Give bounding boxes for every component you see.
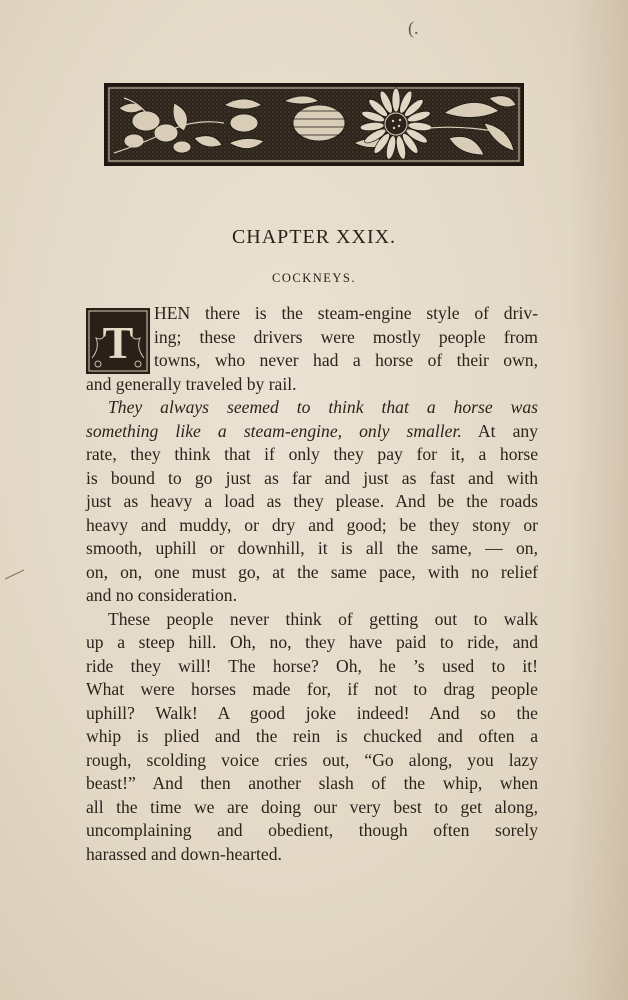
- text-line: is bound to go just as far and just as fast and with: [86, 467, 538, 488]
- text-line: on, on, one must go, at the same pace, with no relief: [86, 561, 538, 582]
- page-edge-shadow: [568, 0, 628, 1000]
- text-line: and no consideration.: [86, 585, 237, 605]
- text-line: ing; these drivers were mostly people from: [154, 326, 538, 347]
- text-line: up a steep hill. Oh, no, they have paid to ride, and: [86, 632, 538, 652]
- section-title: COCKNEYS.: [272, 271, 356, 285]
- text-line: rough, scolding voice cries out, “Go along, you lazy: [86, 749, 538, 770]
- text-line: What were horses made for, if not to drag people: [86, 679, 538, 699]
- page-fold-mark: [4, 568, 26, 580]
- text-line: whip is plied and the rein is chucked and often a: [86, 726, 538, 746]
- text-line: rate, they think that if only they pay for it, a horse: [86, 444, 538, 464]
- floral-headpiece-ornament: [104, 83, 524, 166]
- text-line: harassed and down-hearted.: [86, 843, 282, 864]
- italic-text: something like a steam-engine, only smaller.: [86, 420, 462, 441]
- text-line: and generally traveled by rail.: [86, 373, 297, 394]
- body-text: [86, 302, 538, 866]
- svg-text:T: T: [102, 317, 134, 368]
- text-line: heavy and muddy, or dry and good; be they stony or: [86, 514, 538, 535]
- text-line: just as heavy a load as they please. And be the roads: [86, 491, 538, 511]
- text-line: These people never think of getting out to walk: [108, 608, 538, 629]
- text-line: beast!” And then another slash of the whip, when: [86, 773, 538, 793]
- text-line: [86, 396, 538, 420]
- pencil-margin-mark: (.: [408, 18, 419, 38]
- text-line: uphill? Walk! A good joke indeed! And so the: [86, 702, 538, 723]
- text-span: At any: [461, 420, 538, 441]
- text-line: HEN there is the steam-engine style of driv-: [154, 303, 538, 323]
- text-line: smooth, uphill or downhill, it is all the same, — on,: [86, 538, 538, 558]
- text-line: [86, 420, 538, 444]
- text-line: uncomplaining and obedient, though often sorely: [86, 820, 538, 840]
- chapter-title: CHAPTER XXIX.: [231, 226, 397, 248]
- text-line: all the time we are doing our very best to get along,: [86, 796, 538, 817]
- ornamental-drop-cap: [86, 308, 150, 374]
- italic-text: They always seemed to think that a horse was: [108, 397, 538, 417]
- text-line: towns, who never had a horse of their own,: [154, 350, 538, 370]
- text-line: ride they will! The horse? Oh, he ’s used to it!: [86, 655, 538, 676]
